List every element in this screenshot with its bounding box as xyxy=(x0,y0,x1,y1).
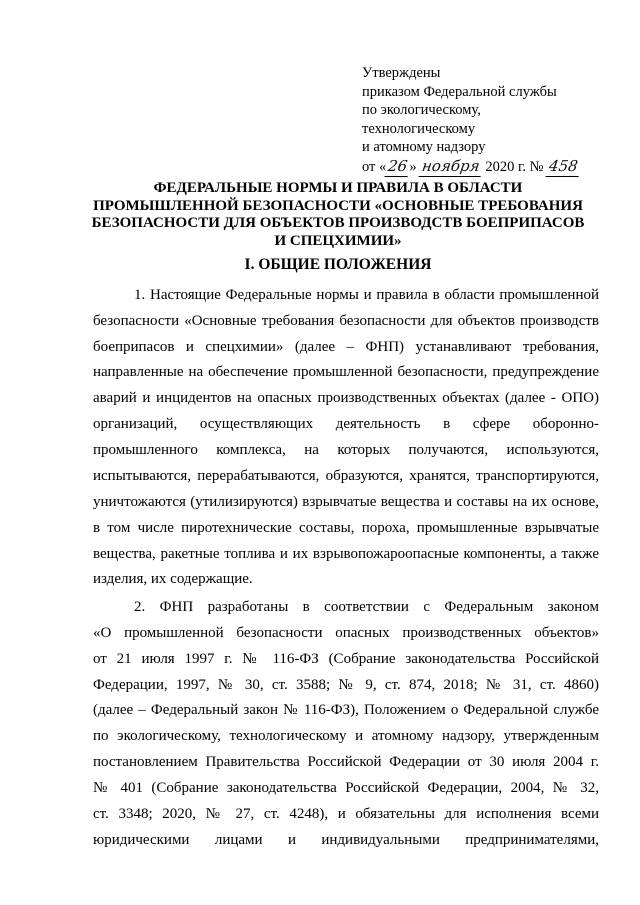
handwritten-month: ноября xyxy=(419,157,483,177)
body-line: «О промышленной безопасности опасных производственных объектов» xyxy=(93,625,599,641)
body-line: (далее – Федеральный закон № 116-ФЗ), Положением о Федеральной службе xyxy=(93,702,599,718)
body-line: испытываются, перерабатываются, образуются, хранятся, транспортируются, xyxy=(93,468,599,484)
body-line: организаций, осуществляющих деятельность в сфере оборонно- xyxy=(93,416,599,432)
body-line: № 401 (Собрание законодательства Российской Федерации, 2004, № 32, xyxy=(93,780,599,796)
title-line: БЕЗОПАСНОСТИ ДЛЯ ОБЪЕКТОВ ПРОИЗВОДСТВ БОЕПРИПАСОВ xyxy=(91,215,585,231)
approval-line: по экологическому, xyxy=(362,102,481,118)
approval-date-line xyxy=(362,157,612,177)
body-line: промышленного комплекса, на которых получаются, используются, xyxy=(93,442,599,458)
handwritten-day: 26 xyxy=(385,157,411,177)
body-line: юридическими лицами и индивидуальными предпринимателями, xyxy=(93,832,599,848)
body-line: боеприпасов и спецхимии» (далее – ФНП) устанавливают требования, xyxy=(93,339,599,355)
body-line: аварий и инцидентов на опасных производственных объектах (далее - ОПО) xyxy=(93,390,599,406)
body-line: по экологическому, технологическому и атомному надзору, утвержденным xyxy=(93,728,599,744)
body-line: постановлением Правительства Российской Федерации от 30 июля 2004 г. xyxy=(93,754,599,770)
approval-line: и атомному надзору xyxy=(362,139,486,155)
body-line: безопасности «Основные требования безопасности для объектов производств xyxy=(93,313,599,329)
body-line: Федерации, 1997, № 30, ст. 3588; № 9, ст. 874, 2018; № 31, ст. 4860) xyxy=(93,677,599,693)
body-line: 2. ФНП разработаны в соответствии с Федеральным законом xyxy=(134,599,599,615)
body-line: от 21 июля 1997 г. № 116-ФЗ (Собрание законодательства Российской xyxy=(93,651,599,667)
body-line: направленные на обеспечение промышленной безопасности, предупреждение xyxy=(93,364,599,380)
approval-line: Утверждены xyxy=(362,65,441,81)
date-year: 2020 г. № xyxy=(485,158,544,175)
body-line: в том числе пиротехнические составы, пороха, промышленные взрывчатые xyxy=(93,520,599,536)
body-line: изделия, их содержащие. xyxy=(93,571,253,587)
date-prefix: от « xyxy=(362,158,387,175)
approval-line: приказом Федеральной службы xyxy=(362,83,557,100)
title-line: ФЕДЕРАЛЬНЫЕ НОРМЫ И ПРАВИЛА В ОБЛАСТИ xyxy=(153,180,523,196)
body-line: уничтожаются (утилизируются) взрывчатые вещества и составы на их основе, xyxy=(93,494,599,510)
body-line: вещества, ракетные топлива и их взрывопожароопасные компоненты, а также xyxy=(93,546,599,562)
document-title xyxy=(70,180,606,250)
title-line: ПРОМЫШЛЕННОЙ БЕЗОПАСНОСТИ «ОСНОВНЫЕ ТРЕБОВАНИЯ xyxy=(93,197,583,214)
title-line: И СПЕЦХИМИИ» xyxy=(274,232,402,249)
handwritten-order-number: 458 xyxy=(546,157,581,177)
approval-block xyxy=(362,64,612,176)
section-heading: I. ОБЩИЕ ПОЛОЖЕНИЯ xyxy=(244,256,432,273)
approval-line: технологическому xyxy=(362,120,476,137)
date-mid: » xyxy=(409,158,417,175)
body-line: 1. Настоящие Федеральные нормы и правила в области промышленной xyxy=(134,287,599,303)
body-line: ст. 3348; 2020, № 27, ст. 4248), и обязательны для исполнения всеми xyxy=(93,806,599,822)
